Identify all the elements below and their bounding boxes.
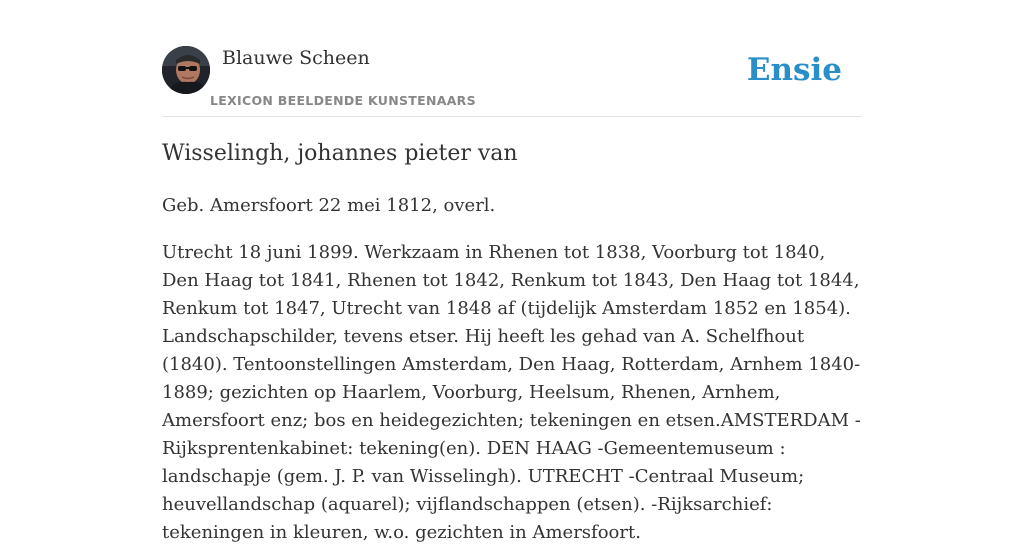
article-paragraph: Geb. Amersfoort 22 mei 1812, overl. [162, 195, 496, 216]
article-paragraph: Utrecht 18 juni 1899. Werkzaam in Rhenen tot 1838, Voorburg tot 1840, Den Haag tot 1841, Rhenen tot 1842, Renkum tot 1843, Den Haag tot 1844, Renkum tot 1847, Utrecht van 1848 af (tijdelijk Amsterdam 1852 en 1854). Landschapschilder, tevens etser. Hij heeft les gehad van A. Schelfhout (1840). Tentoonstellingen Amsterdam, Den Haag, Rotterdam, Arnhem 1840-1889; gezichten op Haarlem, Voorburg, Heelsum, Rhenen, Arnhem, Amersfoort enz; bos en heidegezichten; tekeningen en etsen.AMSTERDAM -Rijksprentenkabinet: tekening(en). DEN HAAG -Gemeentemuseum : landschapje (gem. J. P. van Wisselingh). UTRECHT -Centraal Museum; heuvellandschap (aquarel); vijflandschappen (etsen). -Rijksarchief: tekeningen in kleuren, w.o. gezichten in Amersfoort. [162, 242, 861, 543]
article-title: Wisselingh, johannes pieter van [162, 141, 518, 166]
avatar-portrait-icon [162, 46, 210, 94]
article-body [162, 138, 862, 547]
author-avatar[interactable] [162, 46, 210, 94]
author-name[interactable]: Blauwe Scheen [222, 47, 370, 69]
brand-logo[interactable]: Ensie [746, 52, 842, 88]
article-header [162, 46, 862, 117]
publication-name[interactable]: LEXICON BEELDENDE KUNSTENAARS [210, 93, 476, 108]
